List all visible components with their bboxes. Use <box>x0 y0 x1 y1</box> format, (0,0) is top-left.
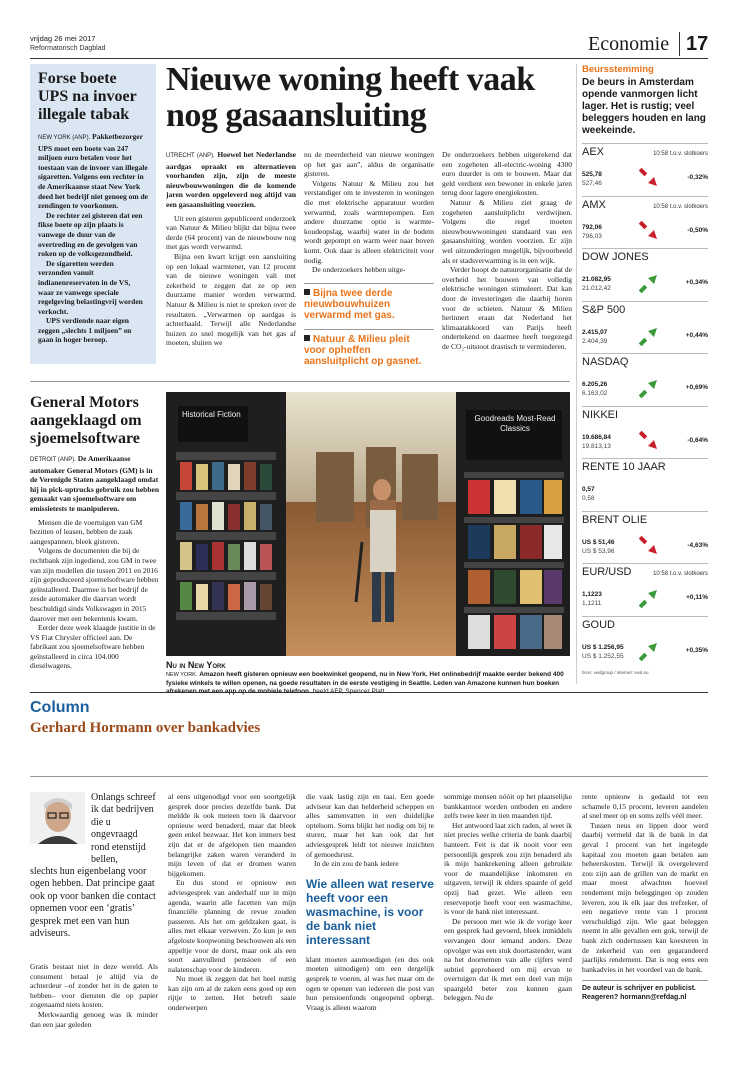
column-c1c: Merkwaardig genoeg was ik minder dan een jaar geleden <box>30 1009 158 1029</box>
market-name: AMX <box>582 198 606 211</box>
arrow-up-icon <box>639 378 659 398</box>
main-col-3 <box>442 150 572 351</box>
arrow-down-icon <box>639 168 659 188</box>
market-row-brent-olie <box>582 511 708 564</box>
market-change: +0,11% <box>686 594 708 601</box>
photo-sign-goodreads: Goodreads Most-Read Classics <box>474 414 556 433</box>
market-prev-value: 1,1211 <box>582 600 602 607</box>
ups-box <box>30 64 156 364</box>
market-change: -4,63% <box>687 541 708 549</box>
column-c4: sommige mensen nóóit op het plaatselijke bankkantoor worden ontboden en andere zelfs twee keer in tien maanden tijd. <box>444 792 572 821</box>
main-c2c-start: De onderzoekers hebben uitge- <box>312 265 406 275</box>
market-change: +0,34% <box>685 279 708 286</box>
market-name: BRENT OLIE <box>582 513 648 526</box>
market-value: 6.205,26 <box>582 381 608 388</box>
market-note: 10:58 t.o.v. slotkoers <box>653 571 708 577</box>
market-name: S&P 500 <box>582 303 626 316</box>
column-c4b: Het antwoord laat zich raden, al weet ik niet precies welke criteria de bank daarbij hanteert. Feit is dat ik nooit voor een persoonlijk gesprek zou zijn benaderd als ik mijn bankrekening alleen gebruikte voor de maandelijkse inkomsten en uitgaven, terwijl ik elders spaarde of geld opzij had gezet. Wie alleen een reservepotje heeft voor een wasmachine, is voor de bank niet interessant. <box>444 820 572 917</box>
author-portrait <box>30 792 85 844</box>
column-col-1 <box>30 866 158 940</box>
main-c2: nu de meerderheid van nieuwe woningen op het gas aan”, aldus de organisatie gisteren. <box>304 150 434 179</box>
market-prev-value: 19.813,13 <box>582 442 611 450</box>
market-row-s-p-500 <box>582 301 708 354</box>
gm-p2: Mensen die de voertuigen van GM bezitten of leasen, hebben de zaak aangespannen, bleek gisteren. <box>30 517 143 546</box>
main-lead: Hoewel het Nederlandse aardgas opraakt en alternatieven voorhanden zijn, zijn de meeste nieuwbouwwoningen die de komende jaren worden opgeleverd nog altijd van een gasaansluiting voorzien. <box>166 150 296 209</box>
ups-p3: De sigaretten werden verzonden vanuit indianenreservaten in de VS, waar ze vanwege speciale regelgeving belastingvrij worden verkocht. <box>38 258 143 316</box>
column-c4c: De persoon met wie ik de vorige keer een gesprek had gevoerd, bleek inmiddels vervangen door iemand anders. Deze opvolger was een stuk doortastender, want na het doornemen van alle cijfers werd subtiel geprobeerd om mij ervan te overtuigen dat ik met een deel van mijn spaargeld beter zou kunnen gaan beleggen. Nu de <box>444 916 572 1003</box>
gm-dateline: DETROIT (ANP). <box>30 457 76 463</box>
arrow-up-icon <box>639 273 659 293</box>
ups-dateline: NEW YORK (ANP). <box>38 135 91 141</box>
market-row-aex <box>582 143 708 196</box>
main-c3c: Verder hoopt de natuurorganisatie dat de overheid het bouwen van volledig elektrische woningen stimuleert. Dat kan door de investeringen die daarbij horen voor de schieten. Natuur & Milieu herinnert eraan dat Nederland het klimaatakkoord van Parijs heeft ondertekend en daarmee heeft toegezegd de CO₂-uitstoot drastisch te verminderen. <box>442 265 572 351</box>
beurs-text: De beurs in Amsterdam opende vanmorgen licht lager. Het is rustig; veel beleggers houden en lang weekeinde. <box>582 77 706 136</box>
market-prev-value: US $ 53,96 <box>582 547 615 555</box>
arrow-down-icon <box>639 431 659 451</box>
market-name: DOW JONES <box>582 251 649 263</box>
pull-quote-2 <box>304 329 434 367</box>
ups-p2: De rechter zei gisteren dat een fikse boete op zijn plaats is vanwege de duur van de overtreding en de gevolgen van roken op de volksgezondheid. <box>38 210 143 259</box>
main-col-1 <box>166 150 296 348</box>
column-c1b: Gratis bestaat niet in deze wereld. Als consument betaal je altijd via de achterdeur –of zonder het in de gaten te hebben– voor diensten die op papier zogenaamd niets kosten. <box>30 962 158 1010</box>
market-change: -0,50% <box>687 226 708 234</box>
market-name: NIKKEI <box>582 408 619 421</box>
square-bullet-icon <box>304 335 310 341</box>
market-value: 1,1223 <box>582 591 602 598</box>
column-c3: die vaak lastig zijn en taai. Een goede adviseur kan dan helderheid scheppen en alles samenvatten in een duidelijke optelsom. Soms blijkt het nodig om bij te sturen, maar het kan ook dat het adviesgesprek leidt tot nieuwe inzichten of gemoedsrust. <box>306 792 434 859</box>
market-value: US $ 51,46 <box>582 538 615 546</box>
beurs-panel <box>582 64 708 678</box>
column-pull-quote: Wie alleen wat reserve heeft voor een wasmachine, is voor de bank niet interessant <box>306 876 434 947</box>
masthead-date: vrijdag 26 mei 2017 <box>30 34 96 43</box>
beurs-divider <box>576 64 577 684</box>
square-bullet-icon <box>304 289 310 295</box>
column-col-5 <box>582 792 708 1002</box>
arrow-up-icon <box>639 326 659 346</box>
column-col-1-bottom <box>30 962 158 1029</box>
beurs-source: bron: vwdgroup / internet: vwd.eu <box>582 670 649 675</box>
column-c5: rente opnieuw is gedaald tot een schamele 0,15 procent, leveren aandelen al snel meer op en soms zelfs véél meer. <box>582 792 708 821</box>
column-top-rule <box>30 692 708 693</box>
ups-p4: UPS verdiende naar eigen zeggen „slechts 1 miljoen” en gaan in hoger beroep. <box>38 316 132 345</box>
market-prev-value: 6.163,02 <box>582 390 608 397</box>
caption-head: Nu in New York <box>166 660 226 670</box>
gm-lead: De Amerikaanse automaker General Motors (GM) is in de Verenigde Staten aangeklaagd omdat hij in pick-uptrucks gebruik zou hebben gemaakt van sjoemelsoftware om emissietests te manipuleren. <box>30 454 159 513</box>
main-col-2 <box>304 150 434 367</box>
market-row-nikkei <box>582 406 708 459</box>
section-rule <box>30 381 570 382</box>
masthead-rule <box>30 58 708 59</box>
market-row-dow-jones <box>582 248 708 301</box>
arrow-down-icon <box>639 221 659 241</box>
column-title: Gerhard Hormann over bankadvies <box>30 720 261 736</box>
ups-title: Forse boete UPS na invoer illegale tabak <box>38 70 137 123</box>
market-prev-value: 527,46 <box>582 180 602 187</box>
arrow-down-icon <box>639 536 659 556</box>
arrow-up-icon <box>639 588 659 608</box>
market-name: NASDAQ <box>582 356 629 368</box>
market-prev-value: 2.404,39 <box>582 337 608 345</box>
section-title: Economie <box>588 33 670 55</box>
market-change: +0,35% <box>685 646 708 654</box>
beurs-label: Beursstemming <box>582 64 654 75</box>
market-name: RENTE 10 JAAR <box>582 461 666 473</box>
market-row-nasdaq <box>582 353 708 406</box>
market-value: 2.415,07 <box>582 328 608 336</box>
gm-p4: Eerder deze week klaagde justitie in de VS Fiat Chrysler officieel aan. De fabrikant zou sjoemelsoftware hebben geïnstalleerd in circa 104.000 dieselwagens. <box>30 623 156 671</box>
main-c1: Uit een gisteren gepubliceerd onderzoek van Natuur & Milieu blijkt dat bijna twee derde (64 procent) van de nieuwbouw nog met gas wordt verwarmd. <box>166 213 296 252</box>
column-c2: al eens uitgenodigd voor een soortgelijk gesprek door precies dezelfde bank. Dat meldde ik ook meteen toen ik daarvoor opnieuw werd benaderd, maar dat bleek geen enkel bezwaar. Het kon immers best zijn dat er de afgelopen tien maanden belangrijke zaken waren veranderd in mijn leven of dat er dromen waren bijgekomen. <box>168 792 296 878</box>
market-list <box>582 143 708 668</box>
column-intro-end: slechts hun eigenbelang voor ogen hebben. Dat principe gaat ook op voor banken die contact opnemen voor een ‘gratis’ gesprek met een van hun adviseurs. <box>30 866 156 940</box>
market-row-rente-10-jaar <box>582 458 708 511</box>
market-prev-value: US $ 1.252,55 <box>582 652 624 660</box>
market-value: 21.082,95 <box>582 276 611 283</box>
market-value: 0,57 <box>582 486 595 493</box>
column-c2b: En dus stond er opnieuw een adviesgesprek van anderhalf uur in mijn agenda, waarin alle facetten van mijn financiële planning de revue zouden passeren. Als het om geldzaken gaat, is alles met elkaar verweven. Zo kun je een afgeloste koopwoning beschouwen als een appeltje voor de dorst, maar ook als een soort aanvullend pensioen of een nalatenschap voor de kinderen. <box>168 878 296 974</box>
ups-lead: Pakketbezorger UPS moet een boete van 247 miljoen euro betalen voor het toestaan van de invoer van illegale sigaretten. Volgens een rechter in de Amerikaanse staat New York deed het bedrijf niet genoeg om de zendingen te voorkomen. <box>38 132 148 211</box>
column-label: Column <box>30 699 90 716</box>
masthead-paper: Reformatorisch Dagblad <box>30 45 106 52</box>
market-change: +0,44% <box>685 331 708 339</box>
column-author: De auteur is schrijver en publicist. Reageren? hormann@refdag.nl <box>582 980 708 1002</box>
market-value: 19.686,84 <box>582 433 611 441</box>
bookstore-photo <box>166 392 570 656</box>
market-note: 10:58 t.o.v. slotkoers <box>653 203 708 210</box>
market-value: US $ 1.256,95 <box>582 643 624 651</box>
gm-p3: Volgens de documenten die bij de rechtbank zijn ingediend, zou GM in twee van zijn modellen die tussen 2011 en 2016 zijn geproduceerd sjoemelsoftware hebben geïnstalleerd. Daarmee is het bedrijf de zesde automaker die daarvan wordt beschuldigd sinds Volkswagen in 2015 daarover met een bekentenis kwam. <box>30 546 159 623</box>
column-intro-start: Onlangs schreef ik dat bedrijven die u ongevraagd rond etenstijd bellen, <box>91 792 156 866</box>
page-number: 17 <box>686 33 709 55</box>
pull-quote-1 <box>304 283 434 321</box>
market-note: 10:58 t.o.v. slotkoers <box>653 151 708 157</box>
column-col-3 <box>306 792 434 1012</box>
market-row-eur-usd <box>582 563 708 616</box>
main-headline: Nieuwe woning heeft vaak nog gasaansluiting <box>166 61 535 134</box>
market-prev-value: 796,03 <box>582 232 602 240</box>
column-c2c: Nu moet ik zeggen dat het heel nuttig kan zijn om al de zaken eens goed op een rijtje te zetten. Het betreft saaie onderwerpen <box>168 974 296 1013</box>
column-col-4 <box>444 792 572 1003</box>
market-value: 792,06 <box>582 223 602 231</box>
column-sub-rule <box>30 776 708 777</box>
author-photo <box>30 792 85 844</box>
masthead-divider <box>679 32 680 56</box>
market-row-goud <box>582 616 708 669</box>
gm-title: General Motors aangeklaagd om sjoemelsoftware <box>30 394 142 447</box>
pull-quote-2-text: Natuur & Milieu pleit voor opheffen aansluitplicht op gasnet. <box>304 333 422 367</box>
market-change: +0,69% <box>685 384 708 391</box>
market-row-amx <box>582 196 708 249</box>
arrow-up-icon <box>639 641 659 661</box>
market-name: GOUD <box>582 618 615 631</box>
caption-location: NEW YORK. <box>166 672 198 678</box>
market-change: -0,32% <box>687 174 708 181</box>
market-prev-value: 21.012,42 <box>582 285 611 292</box>
market-name: EUR/USD <box>582 566 632 578</box>
column-col-2 <box>168 792 296 1013</box>
main-c2c: De onderzoekers hebben uitgerekend dat een zogeheten all-electric-woning 4300 euro duurder is om te bouwen. Maar dat geld verdient een bewoner in enkele jaren terug door lagere energiekosten. <box>442 150 572 198</box>
market-name: AEX <box>582 146 605 158</box>
column-col-1-top <box>91 792 157 866</box>
gm-article <box>30 394 160 671</box>
caption-text: Amazon heeft gisteren opnieuw een boekwinkel geopend, nu in New York. Het onlinebedrijf maakte eerder bekend 400 fysieke winkels te willen openen, na goede resultaten in de eerste vestiging in Seattle. Leden van Amazone kunnen hun boeken <box>166 671 564 687</box>
main-dateline: UTRECHT (ANP). <box>166 153 215 159</box>
column-c3c: klant moeten aanmoedigen (en dus ook moeten uitnodigen) om een dergelijk gesprek te voeren, al was het maar om de ogen te openen van iedereen die post van hun pensioenfonds ongeopend opbergt. Vraag is alleen waarom <box>306 954 434 1012</box>
main-c3b: Natuur & Milieu ziet graag de zogeheten aansluitplicht verdwijnen. Volgens die regel moeten nieuwbouwwoningen standaard van een gasaansluiting worden voorzien. Er zijn wel uitzonderingen mogelijk, bijvoorbeeld als er stadsverwarming is in een wijk. <box>442 197 572 265</box>
main-c2b: Volgens Natuur & Milieu zou het verstandiger om te investeren in woningen die met elektrische apparatuur worden verwarmd, zoals warmtepompen. Een andere duurzame optie is warmte-koudeopslag, waarbij water in de bodem wordt gepompt en warm weer naar boven komt. Ook daar is alleen elektriciteit voor nodig. <box>304 178 434 265</box>
market-change: -0,64% <box>687 436 708 444</box>
main-c1b: Bijna een kwart krijgt een aansluiting op een lokaal warmtenet, van 12 procent van de nieuwe woningen valt met zekerheid te zeggen dat ze op een duurzame manier worden verwarmd. Natuur & Milieu is niet te spreken over de resultaten. „Verwarmen op aardgas is achterhaald. Terwijl alle Nederlandse huizen zo snel mogelijk van het gas af moeten, sluiten we <box>166 251 296 348</box>
pull-quote-1-text: Bijna twee derde nieuwbouwhuizen verwarmd met gas. <box>304 287 395 321</box>
market-prev-value: 0,58 <box>582 495 595 502</box>
market-value: 525,78 <box>582 171 602 178</box>
column-c3b: In de zin zou de bank iedere <box>314 859 399 869</box>
photo-sign-historical: Historical Fiction <box>182 410 241 419</box>
column-c5b: Tussen neus en lippen door werd daarbij vermeld dat ik de bank in dat geval 1 procent van het ingelegde kapitaal zou moeten gaan betalen aan beheerskosten. Terwijl ik overgeleverd zou zijn aan de grillen van de markt en maar moest afwachten hoeveel rendement mijn beleggingen op zouden leveren, zou ik elk jaar dus trefzeker, of een negatieve rente van 1 procent verschuldigd zijn. Wie gaat beleggen neemt in alle gevallen een gok, terwijl de bank zich ondertussen kan koesteren in de zekerheid van een gegarandeerd jaarlijks rendement. Dat is nog eens een bankadvies in het voordeel van de bank. <box>582 820 708 974</box>
